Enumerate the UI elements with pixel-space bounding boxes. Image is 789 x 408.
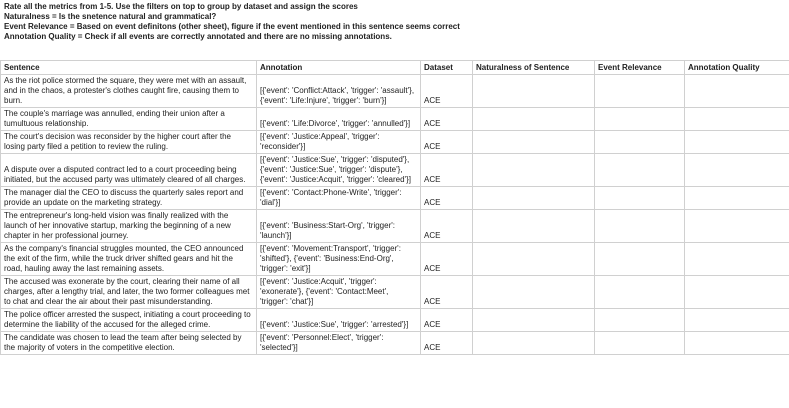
event-relevance-cell[interactable] xyxy=(595,187,685,210)
table-row xyxy=(1,243,789,276)
naturalness-cell[interactable] xyxy=(473,210,595,243)
sentence-cell[interactable]: The manager dial the CEO to discuss the quarterly sales report and provide an update on the marketing strategy. xyxy=(1,187,257,210)
header-naturalness[interactable]: Naturalness of Sentence xyxy=(473,61,595,75)
naturalness-cell[interactable] xyxy=(473,131,595,154)
event-relevance-cell[interactable] xyxy=(595,131,685,154)
instruction-line[interactable]: Event Relevance = Based on event definitons (other sheet), figure if the event mentioned in this sentence seems correct xyxy=(4,22,460,31)
naturalness-cell[interactable] xyxy=(473,309,595,332)
annotation-cell[interactable]: [{'event': 'Justice:Acquit', 'trigger': 'exonerate'}, {'event': 'Contact:Meet', 'trigger': 'chat'}] xyxy=(257,276,421,309)
event-relevance-cell[interactable] xyxy=(595,108,685,131)
table-row xyxy=(1,154,789,187)
annotation-cell[interactable]: [{'event': 'Personnel:Elect', 'trigger': 'selected'}] xyxy=(257,332,421,355)
annotation-cell[interactable]: [{'event': 'Contact:Phone-Write', 'trigger': 'dial'}] xyxy=(257,187,421,210)
table-row xyxy=(1,210,789,243)
header-annotation[interactable]: Annotation xyxy=(257,61,421,75)
dataset-cell[interactable]: ACE xyxy=(421,108,473,131)
table-row xyxy=(1,131,789,154)
sentence-cell[interactable]: The candidate was chosen to lead the team after being selected by the majority of voters in the competitive election. xyxy=(1,332,257,355)
dataset-cell[interactable]: ACE xyxy=(421,332,473,355)
annotation-quality-cell[interactable] xyxy=(685,210,789,243)
instructions-block xyxy=(0,0,789,42)
annotation-quality-cell[interactable] xyxy=(685,131,789,154)
annotation-cell[interactable]: [{'event': 'Movement:Transport', 'trigger': 'shifted'}, {'event': 'Business:End-Org', 'trigger': 'exit'}] xyxy=(257,243,421,276)
event-relevance-cell[interactable] xyxy=(595,332,685,355)
annotation-quality-cell[interactable] xyxy=(685,309,789,332)
annotation-table xyxy=(0,60,789,355)
header-event-relevance[interactable]: Event Relevance xyxy=(595,61,685,75)
naturalness-cell[interactable] xyxy=(473,75,595,108)
dataset-cell[interactable]: ACE xyxy=(421,309,473,332)
annotation-cell[interactable]: [{'event': 'Justice:Appeal', 'trigger': 'reconsider'}] xyxy=(257,131,421,154)
naturalness-cell[interactable] xyxy=(473,187,595,210)
event-relevance-cell[interactable] xyxy=(595,309,685,332)
header-row xyxy=(1,61,789,75)
table-row xyxy=(1,75,789,108)
dataset-cell[interactable]: ACE xyxy=(421,131,473,154)
sentence-cell[interactable]: As the riot police stormed the square, they were met with an assault, and in the chaos, a protester's clothes caught fire, causing them to burn. xyxy=(1,75,257,108)
naturalness-cell[interactable] xyxy=(473,108,595,131)
dataset-cell[interactable]: ACE xyxy=(421,187,473,210)
instruction-line[interactable]: Annotation Quality = Check if all events are correctly annotated and there are no missing annotations. xyxy=(4,32,392,41)
naturalness-cell[interactable] xyxy=(473,276,595,309)
event-relevance-cell[interactable] xyxy=(595,210,685,243)
sentence-cell[interactable]: A dispute over a disputed contract led to a court proceeding being initiated, but the accused party was ultimately cleared of all charges. xyxy=(1,154,257,187)
instruction-line[interactable]: Naturalness = Is the snetence natural and grammatical? xyxy=(4,12,217,21)
annotation-quality-cell[interactable] xyxy=(685,332,789,355)
instruction-line[interactable]: Rate all the metrics from 1-5. Use the filters on top to group by dataset and assign the scores xyxy=(4,2,358,11)
dataset-cell[interactable]: ACE xyxy=(421,243,473,276)
dataset-cell[interactable]: ACE xyxy=(421,75,473,108)
sentence-cell[interactable]: The couple's marriage was annulled, ending their union after a tumultuous relationship. xyxy=(1,108,257,131)
annotation-quality-cell[interactable] xyxy=(685,187,789,210)
dataset-cell[interactable]: ACE xyxy=(421,154,473,187)
sentence-cell[interactable]: The police officer arrested the suspect, initiating a court proceeding to determine the liability of the accused for the alleged crime. xyxy=(1,309,257,332)
annotation-cell[interactable]: [{'event': 'Business:Start-Org', 'trigger': 'launch'}] xyxy=(257,210,421,243)
annotation-cell[interactable]: [{'event': 'Conflict:Attack', 'trigger': 'assault'}, {'event': 'Life:Injure', 'trigger': 'burn'}] xyxy=(257,75,421,108)
event-relevance-cell[interactable] xyxy=(595,154,685,187)
event-relevance-cell[interactable] xyxy=(595,75,685,108)
table-row xyxy=(1,332,789,355)
annotation-cell[interactable]: [{'event': 'Life:Divorce', 'trigger': 'annulled'}] xyxy=(257,108,421,131)
sentence-cell[interactable]: The accused was exonerate by the court, clearing their name of all charges, after a lengthy trial, and later, the two former colleagues met to chat and clear the air about their past misunderstanding. xyxy=(1,276,257,309)
naturalness-cell[interactable] xyxy=(473,154,595,187)
table-row xyxy=(1,187,789,210)
header-sentence[interactable]: Sentence xyxy=(1,61,257,75)
event-relevance-cell[interactable] xyxy=(595,243,685,276)
annotation-quality-cell[interactable] xyxy=(685,154,789,187)
table-row xyxy=(1,276,789,309)
annotation-quality-cell[interactable] xyxy=(685,75,789,108)
naturalness-cell[interactable] xyxy=(473,332,595,355)
annotation-quality-cell[interactable] xyxy=(685,276,789,309)
table-row xyxy=(1,309,789,332)
sentence-cell[interactable]: The court's decision was reconsider by the higher court after the losing party filed a petition to review the ruling. xyxy=(1,131,257,154)
header-dataset[interactable]: Dataset xyxy=(421,61,473,75)
header-annotation-quality[interactable]: Annotation Quality xyxy=(685,61,789,75)
annotation-cell[interactable]: [{'event': 'Justice:Sue', 'trigger': 'disputed'}, {'event': 'Justice:Sue', 'trigger': 'dispute'}, {'event': 'Justice:Acquit', 'trigger': 'cleared'}] xyxy=(257,154,421,187)
annotation-quality-cell[interactable] xyxy=(685,243,789,276)
dataset-cell[interactable]: ACE xyxy=(421,210,473,243)
annotation-quality-cell[interactable] xyxy=(685,108,789,131)
dataset-cell[interactable]: ACE xyxy=(421,276,473,309)
sentence-cell[interactable]: The entrepreneur's long-held vision was finally realized with the launch of her innovative startup, marking the beginning of a new chapter in her professional journey. xyxy=(1,210,257,243)
sentence-cell[interactable]: As the company's financial struggles mounted, the CEO announced the exit of the firm, while the truck driver shifted gears and hit the road, hauling away the last remaining assets. xyxy=(1,243,257,276)
table-row xyxy=(1,108,789,131)
naturalness-cell[interactable] xyxy=(473,243,595,276)
event-relevance-cell[interactable] xyxy=(595,276,685,309)
annotation-cell[interactable]: [{'event': 'Justice:Sue', 'trigger': 'arrested'}] xyxy=(257,309,421,332)
